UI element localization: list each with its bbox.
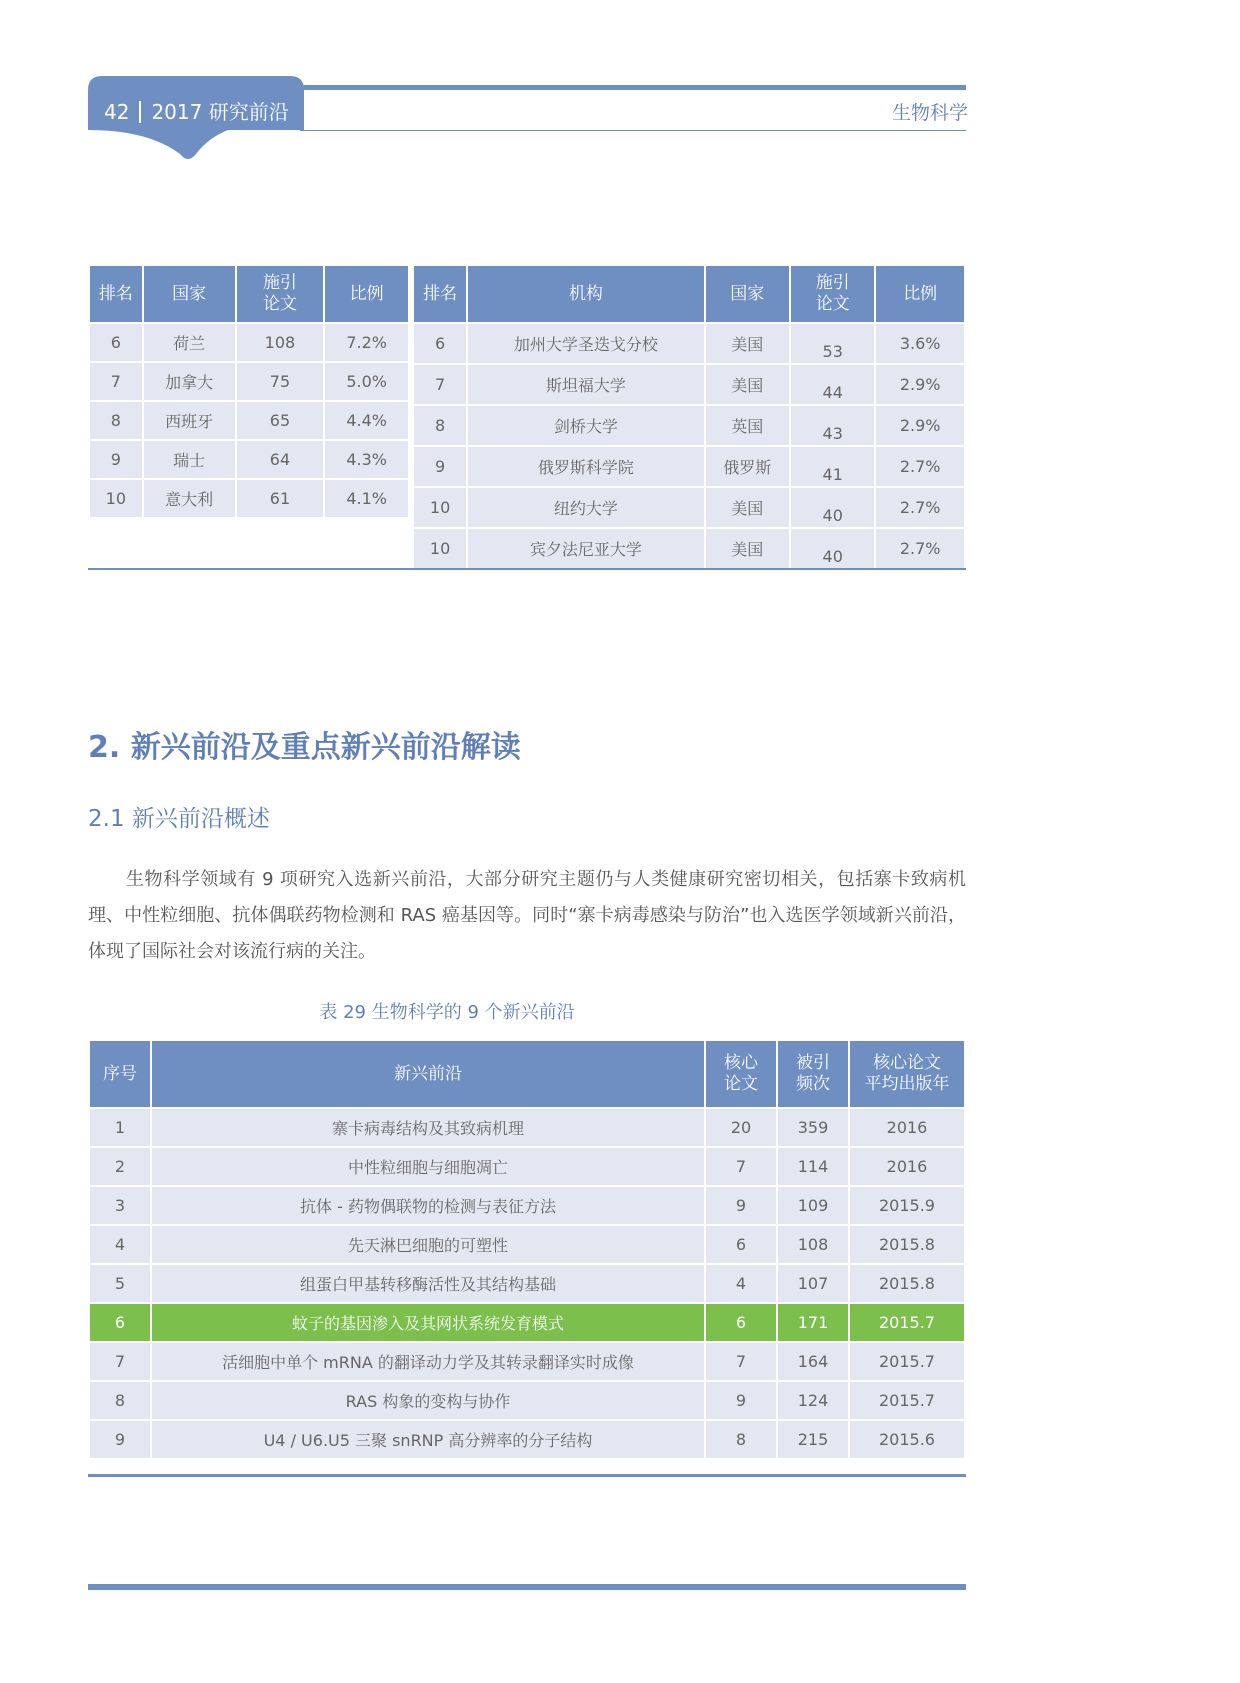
table-cell: 2.7% xyxy=(875,446,965,487)
table-cell: 75 xyxy=(236,362,325,401)
table-bottom-rule xyxy=(88,568,966,570)
table-row xyxy=(89,1264,965,1303)
table-cell: 65 xyxy=(236,401,325,440)
table-cell: 124 xyxy=(777,1381,849,1420)
column-header: 机构 xyxy=(467,265,704,323)
table-cell: 10 xyxy=(413,487,467,528)
emerging-fronts-table xyxy=(88,1039,966,1460)
column-header: 被引 频次 xyxy=(777,1040,849,1108)
table-cell: 6 xyxy=(413,323,467,364)
column-header: 施引 论文 xyxy=(236,265,325,323)
table-row xyxy=(89,1303,965,1342)
table-cell: 215 xyxy=(777,1420,849,1459)
table-cell: 20 xyxy=(705,1108,777,1147)
table-cell: 2 xyxy=(89,1147,151,1186)
header-separator xyxy=(139,101,141,123)
table-cell: 4.4% xyxy=(324,401,409,440)
table-row xyxy=(89,1225,965,1264)
table-caption: 表 29 生物科学的 9 个新兴前沿 xyxy=(319,1002,575,1023)
table-row xyxy=(413,405,965,446)
table-cell: 40 xyxy=(790,487,875,528)
table-cell: 4.1% xyxy=(324,479,409,518)
table-cell: 3 xyxy=(89,1186,151,1225)
table-cell: 美国 xyxy=(705,487,790,528)
table-cell: 加拿大 xyxy=(143,362,236,401)
table-row xyxy=(89,440,409,479)
table-bottom-rule xyxy=(88,1474,966,1477)
table-cell: 2.9% xyxy=(875,405,965,446)
table-cell: 9 xyxy=(413,446,467,487)
table-cell: 剑桥大学 xyxy=(467,405,704,446)
table-cell: 41 xyxy=(790,446,875,487)
table-cell: 2015.8 xyxy=(849,1225,965,1264)
table-cell: 40 xyxy=(790,528,875,569)
table-cell: 9 xyxy=(89,1420,151,1459)
table-cell: 164 xyxy=(777,1342,849,1381)
table-cell: 9 xyxy=(705,1186,777,1225)
table-cell: 寨卡病毒结构及其致病机理 xyxy=(151,1108,705,1147)
paragraph-text: 生物科学领域有 9 项研究入选新兴前沿，大部分研究主题仍与人类健康研究密切相关，包括寨卡致病机理、中性粒细胞、抗体偶联药物检测和 RAS 癌基因等。同时“寨卡病毒感染与防治”也入选医学领域新兴前沿，体现了国际社会对该流行病的关注。 xyxy=(88,869,966,962)
table-cell: 2015.9 xyxy=(849,1186,965,1225)
table-cell: 7.2% xyxy=(324,323,409,362)
table-cell: 中性粒细胞与细胞凋亡 xyxy=(151,1147,705,1186)
table-cell: 3.6% xyxy=(875,323,965,364)
table-cell: 4 xyxy=(89,1225,151,1264)
table-cell: 西班牙 xyxy=(143,401,236,440)
table-cell: 斯坦福大学 xyxy=(467,364,704,405)
table-cell: 组蛋白甲基转移酶活性及其结构基础 xyxy=(151,1264,705,1303)
subsection-heading: 2.1 新兴前沿概述 xyxy=(88,806,270,832)
table-cell: 英国 xyxy=(705,405,790,446)
table-cell: 抗体 - 药物偶联物的检测与表征方法 xyxy=(151,1186,705,1225)
table-cell: 53 xyxy=(790,323,875,364)
table-row xyxy=(89,362,409,401)
table-cell: 43 xyxy=(790,405,875,446)
table-row xyxy=(89,401,409,440)
footer-bar xyxy=(88,1584,966,1590)
body-paragraph xyxy=(88,862,966,970)
table-cell: 美国 xyxy=(705,364,790,405)
table-cell: 64 xyxy=(236,440,325,479)
table-cell: 2016 xyxy=(849,1147,965,1186)
table-row xyxy=(89,1147,965,1186)
table-row xyxy=(89,1186,965,1225)
table-row xyxy=(89,1420,965,1459)
table-row xyxy=(413,446,965,487)
table-cell: 2.7% xyxy=(875,528,965,569)
table-cell: 9 xyxy=(89,440,143,479)
table-cell: 108 xyxy=(777,1225,849,1264)
header-rule-top xyxy=(300,85,966,90)
table-cell: 1 xyxy=(89,1108,151,1147)
table-cell: 蚊子的基因渗入及其网状系统发育模式 xyxy=(151,1303,705,1342)
section-heading: 2. 新兴前沿及重点新兴前沿解读 xyxy=(88,730,521,765)
column-header: 新兴前沿 xyxy=(151,1040,705,1108)
table-row xyxy=(413,487,965,528)
table-cell: 2.7% xyxy=(875,487,965,528)
table-row xyxy=(89,479,409,518)
table-cell: 2015.8 xyxy=(849,1264,965,1303)
table-cell: 荷兰 xyxy=(143,323,236,362)
table-cell: 61 xyxy=(236,479,325,518)
table-cell: 171 xyxy=(777,1303,849,1342)
table-cell: 2015.7 xyxy=(849,1381,965,1420)
table-cell: 114 xyxy=(777,1147,849,1186)
table-row xyxy=(413,364,965,405)
column-header: 施引 论文 xyxy=(790,265,875,323)
table-cell: 359 xyxy=(777,1108,849,1147)
table-cell: 5.0% xyxy=(324,362,409,401)
column-header: 核心 论文 xyxy=(705,1040,777,1108)
header-label xyxy=(104,96,289,125)
table-cell: 7 xyxy=(705,1147,777,1186)
table-cell: 2015.6 xyxy=(849,1420,965,1459)
table-row xyxy=(413,323,965,364)
table-cell: 俄罗斯科学院 xyxy=(467,446,704,487)
column-header: 排名 xyxy=(413,265,467,323)
table-cell: 9 xyxy=(705,1381,777,1420)
column-header: 比例 xyxy=(875,265,965,323)
table-cell: 10 xyxy=(413,528,467,569)
table-cell: 109 xyxy=(777,1186,849,1225)
table-cell: 8 xyxy=(89,401,143,440)
table-cell: 6 xyxy=(89,1303,151,1342)
table-cell: 美国 xyxy=(705,323,790,364)
table-cell: 10 xyxy=(89,479,143,518)
table-cell: 2015.7 xyxy=(849,1303,965,1342)
table-row xyxy=(89,323,409,362)
column-header: 排名 xyxy=(89,265,143,323)
table-cell: 6 xyxy=(89,323,143,362)
page-number: 42 xyxy=(104,100,130,124)
table-cell: RAS 构象的变构与协作 xyxy=(151,1381,705,1420)
column-header: 序号 xyxy=(89,1040,151,1108)
table-row xyxy=(89,1108,965,1147)
table-cell: U4 / U6.U5 三聚 snRNP 高分辨率的分子结构 xyxy=(151,1420,705,1459)
table-cell: 先天淋巴细胞的可塑性 xyxy=(151,1225,705,1264)
table-cell: 俄罗斯 xyxy=(705,446,790,487)
table-cell: 6 xyxy=(705,1225,777,1264)
country-table xyxy=(88,264,410,519)
table-cell: 44 xyxy=(790,364,875,405)
table-cell: 4.3% xyxy=(324,440,409,479)
section-name: 生物科学 xyxy=(891,102,968,124)
table-cell: 美国 xyxy=(705,528,790,569)
table-cell: 5 xyxy=(89,1264,151,1303)
table-cell: 4 xyxy=(705,1264,777,1303)
column-header: 国家 xyxy=(143,265,236,323)
column-header: 比例 xyxy=(324,265,409,323)
table-cell: 加州大学圣迭戈分校 xyxy=(467,323,704,364)
column-header: 核心论文 平均出版年 xyxy=(849,1040,965,1108)
table-cell: 2015.7 xyxy=(849,1342,965,1381)
column-header: 国家 xyxy=(705,265,790,323)
table-cell: 7 xyxy=(89,362,143,401)
table-cell: 纽约大学 xyxy=(467,487,704,528)
table-cell: 意大利 xyxy=(143,479,236,518)
table-cell: 8 xyxy=(705,1420,777,1459)
table-cell: 2016 xyxy=(849,1108,965,1147)
table-cell: 8 xyxy=(413,405,467,446)
institution-table xyxy=(412,264,966,570)
table-row xyxy=(89,1381,965,1420)
table-cell: 108 xyxy=(236,323,325,362)
table-cell: 宾夕法尼亚大学 xyxy=(467,528,704,569)
table-cell: 107 xyxy=(777,1264,849,1303)
table-cell: 8 xyxy=(89,1381,151,1420)
table-row xyxy=(413,528,965,569)
table-cell: 6 xyxy=(705,1303,777,1342)
table-cell: 7 xyxy=(89,1342,151,1381)
table-row xyxy=(89,1342,965,1381)
report-title: 2017 研究前沿 xyxy=(151,100,289,124)
table-cell: 瑞士 xyxy=(143,440,236,479)
table-cell: 活细胞中单个 mRNA 的翻译动力学及其转录翻译实时成像 xyxy=(151,1342,705,1381)
header-rule-bottom xyxy=(300,130,966,131)
table-cell: 2.9% xyxy=(875,364,965,405)
table-cell: 7 xyxy=(705,1342,777,1381)
table-cell: 7 xyxy=(413,364,467,405)
